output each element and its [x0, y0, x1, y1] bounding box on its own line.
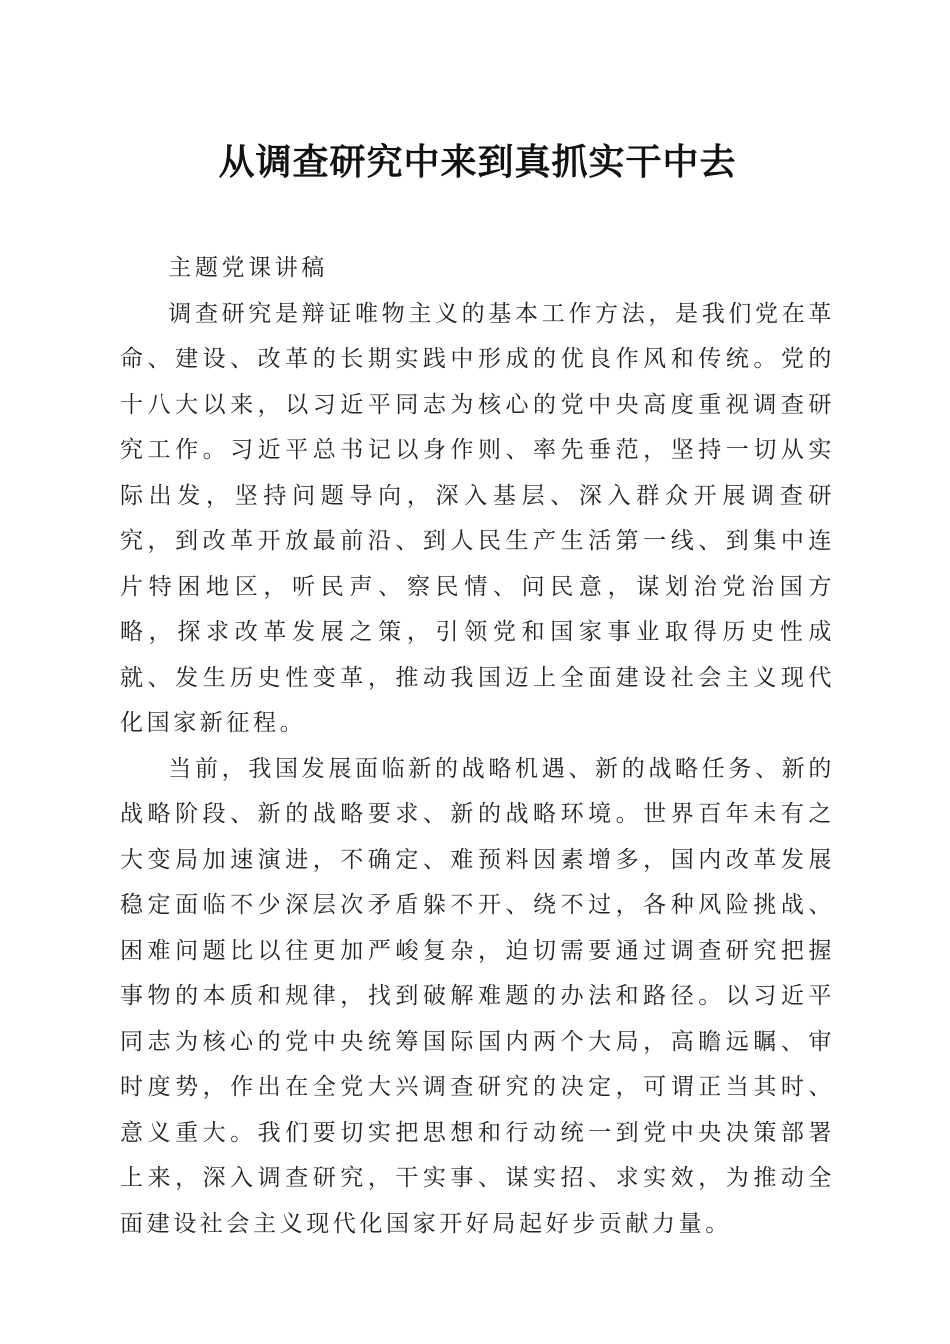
paragraph-1: 调查研究是辩证唯物主义的基本工作方法，是我们党在革命、建设、改革的长期实践中形成的优良作风和传统。党的十八大以来，以习近平同志为核心的党中央高度重视调查研究工作。习近平总书记以身作则、率先垂范，坚持一切从实际出发，坚持问题导向，深入基层、深入群众开展调查研究，到改革开放最前沿、到人民生产生活第一线、到集中连片特困地区，听民声、察民情、问民意，谋划治党治国方略，探求改革发展之策，引领党和国家事业取得历史性成就、发生历史性变革，推动我国迈上全面建设社会主义现代化国家新征程。 — [120, 300, 835, 736]
document-title: 从调查研究中来到真抓实干中去 — [218, 141, 737, 183]
document-subtitle: 主题党课讲稿 — [168, 255, 328, 281]
paragraph-2: 当前，我国发展面临新的战略机遇、新的战略任务、新的战略阶段、新的战略要求、新的战略环境。世界百年未有之大变局加速演进，不确定、难预料因素增多，国内改革发展稳定面临不少深层次矛盾躲不开、绕不过，各种风险挑战、困难问题比以往更加严峻复杂，迫切需要通过调查研究把握事物的本质和规律，找到破解难题的办法和路径。以习近平同志为核心的党中央统筹国际国内两个大局，高瞻远瞩、审时度势，作出在全党大兴调查研究的决定，可谓正当其时、意义重大。我们要切实把思想和行动统一到党中央决策部署上来，深入调查研究，干实事、谋实招、求实效，为推动全面建设社会主义现代化国家开好局起好步贡献力量。 — [120, 755, 835, 1237]
